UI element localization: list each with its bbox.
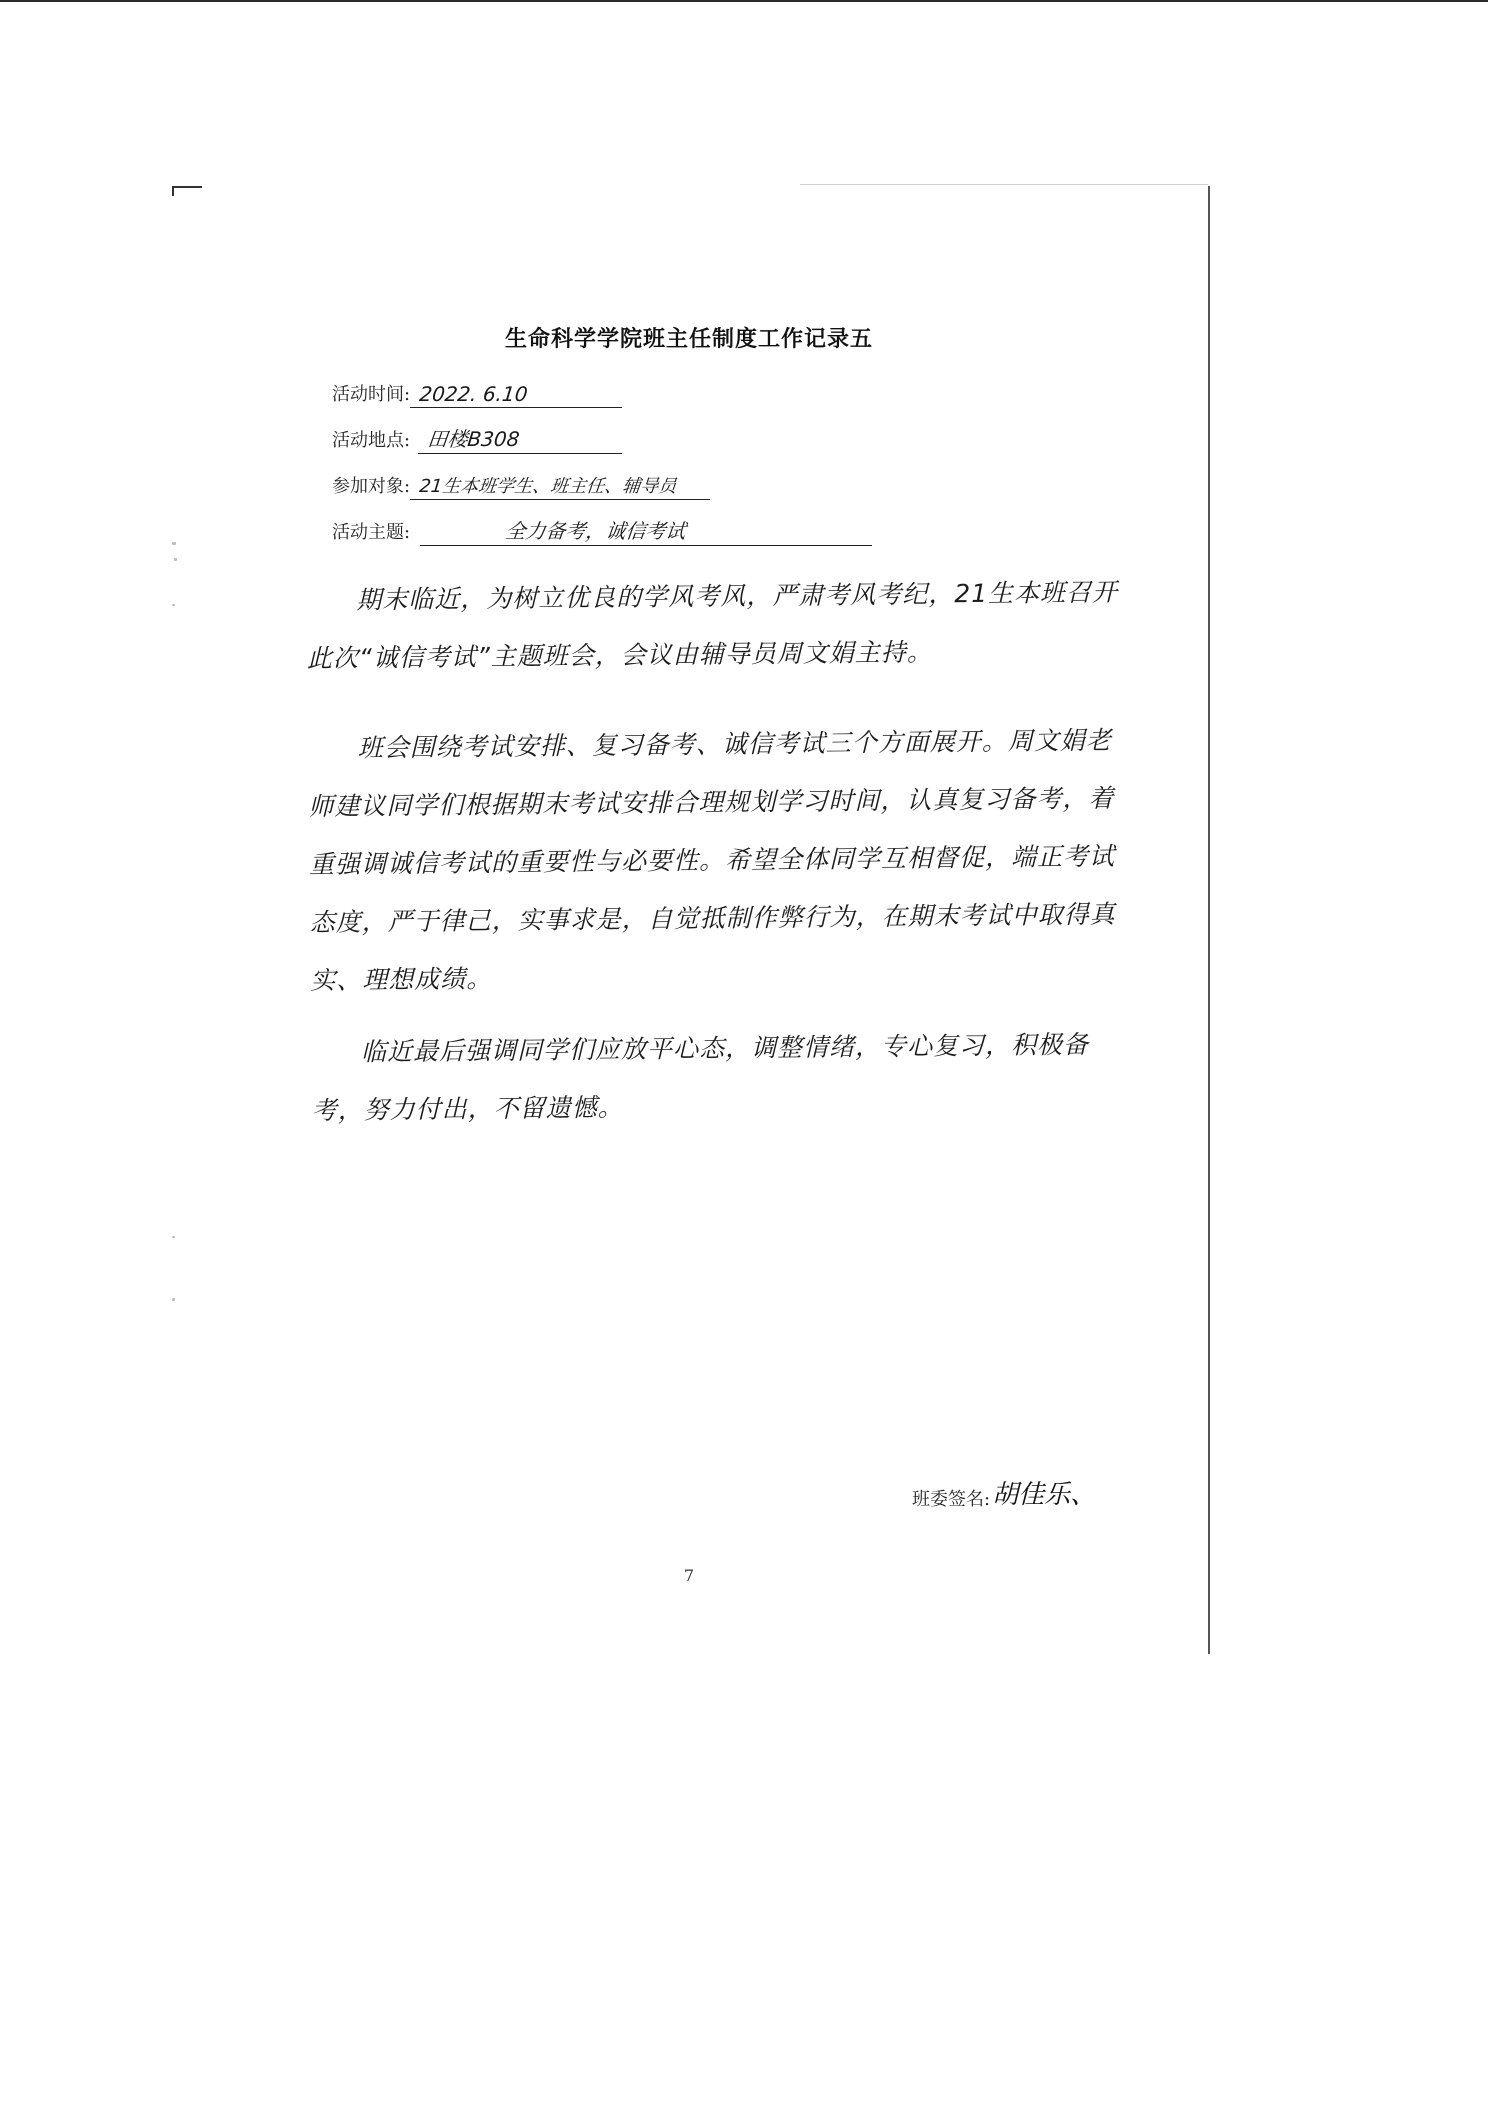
page-corner-mark (172, 186, 202, 196)
page-number: 7 (683, 1566, 695, 1585)
signature-label: 班委签名: (912, 1489, 991, 1510)
scan-speck (172, 1298, 175, 1301)
activity-place-value: 田楼B308 (418, 423, 625, 454)
scan-top-edge (0, 0, 1488, 2)
activity-theme-value: 全力备考，诚信考试 (420, 515, 875, 546)
activity-theme-label: 活动主题: (332, 522, 411, 543)
participants-label: 参加对象: (332, 476, 411, 497)
activity-place-row (332, 422, 622, 454)
activity-time-row (332, 376, 622, 408)
page-right-edge (1208, 186, 1210, 1654)
scan-speck (174, 558, 177, 561)
body-paragraph: 临近最后强调同学们应放平心态，调整情绪，专心复习，积极备考，努力付出，不留遗憾。 (311, 1029, 1090, 1125)
participants-value: 21生本班学生、班主任、辅导员 (410, 472, 713, 500)
committee-signature (912, 1474, 1096, 1511)
signature-value: 胡佳乐、 (992, 1480, 1097, 1510)
handwritten-body (306, 563, 1132, 1172)
body-paragraph: 期末临近，为树立优良的学风考风，严肃考风考纪，21生本班召开此次“诚信考试”主题班会，会议由辅导员周文娟主持。 (306, 577, 1119, 673)
page-top-edge (800, 184, 1208, 185)
document-title: 生命科学学院班主任制度工作记录五 (504, 327, 873, 352)
activity-time-label: 活动时间: (332, 384, 411, 405)
activity-place-label: 活动地点: (332, 430, 411, 451)
scan-speck (172, 1236, 175, 1238)
participants-row (332, 468, 710, 500)
scan-speck (172, 542, 176, 545)
body-paragraph: 班会围绕考试安排、复习备考、诚信考试三个方面展开。周文娟老师建议同学们根据期末考试安排合理规划学习时间，认真复习备考，着重强调诚信考试的重要性与必要性。希望全体同学互相督促，端正考试态度，严于律己，实事求是，自觉抵制作弊行为，在期末考试中取得真实、理想成绩。 (308, 725, 1116, 995)
scan-speck (172, 604, 175, 606)
activity-time-value: 2022. 6.10 (410, 382, 625, 408)
activity-theme-row (332, 514, 872, 546)
